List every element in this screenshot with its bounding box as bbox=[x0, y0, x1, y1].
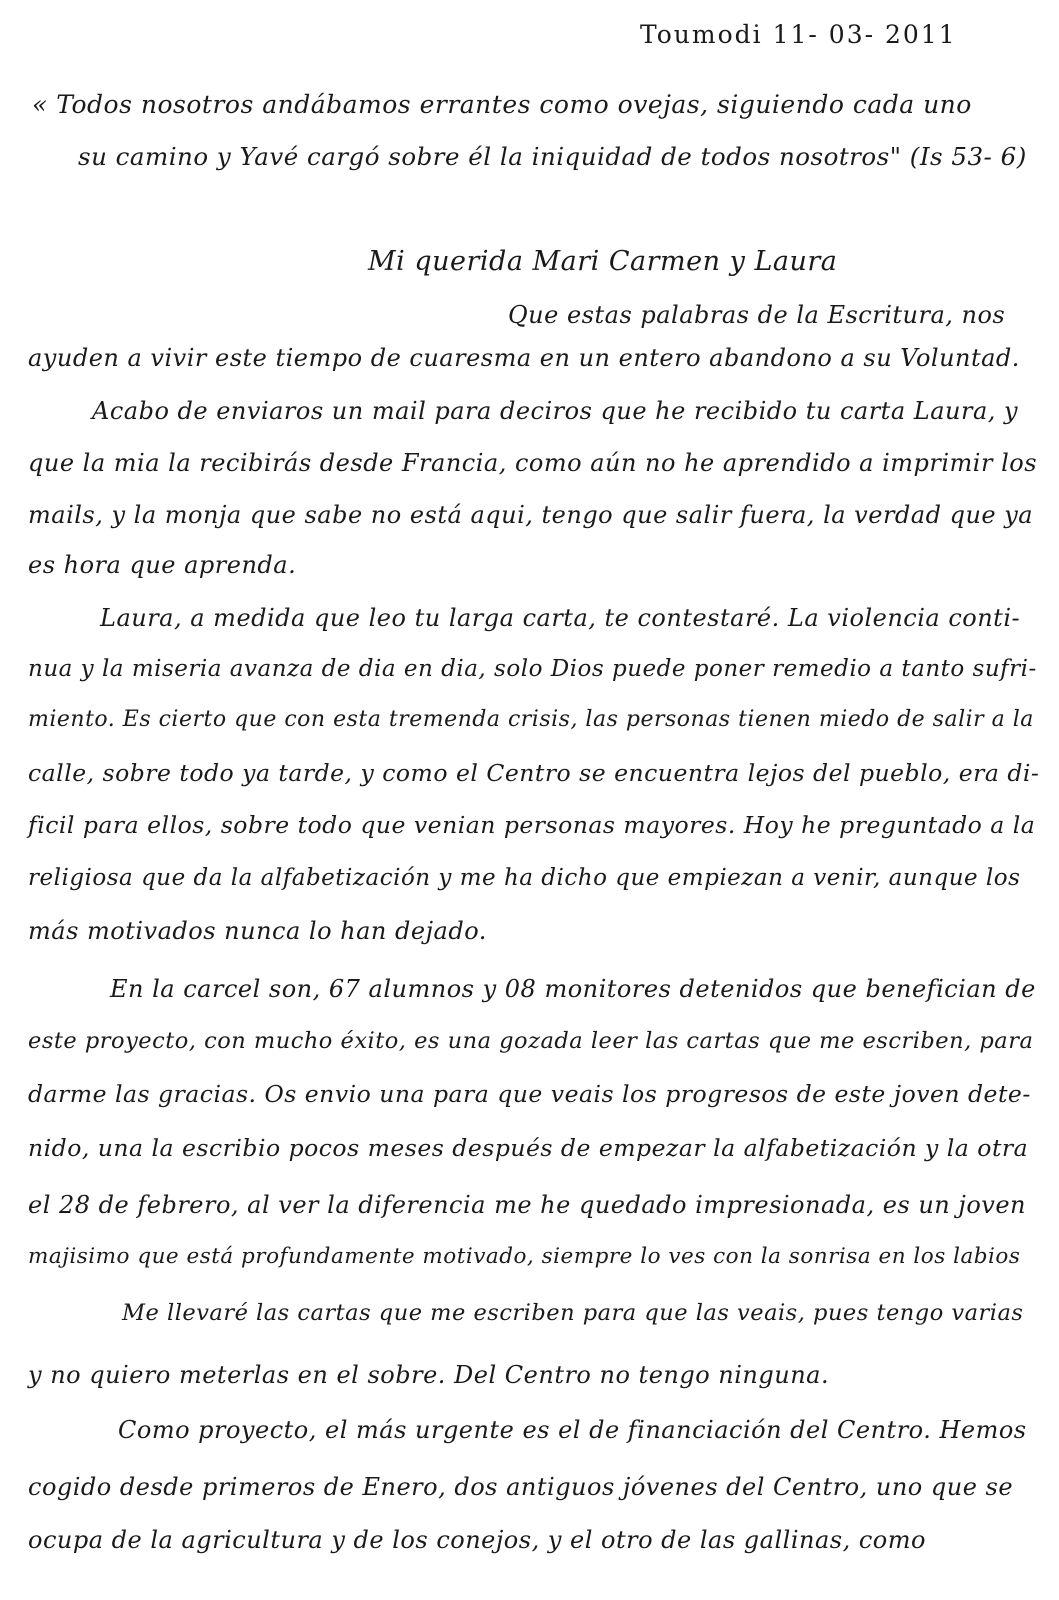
body-line: mails, y la monja que sabe no está aqui, tengo que salir fuera, la verdad que ya bbox=[28, 501, 1034, 529]
epigraph-line: « Todos nosotros andábamos errantes como ovejas, siguiendo cada uno bbox=[32, 90, 972, 119]
body-line: Que estas palabras de la Escritura, nos bbox=[508, 301, 1006, 329]
epigraph-line: su camino y Yavé cargó sobre él la iniquidad de todos nosotros" (Is 53- 6) bbox=[78, 142, 1027, 171]
body-line: calle, sobre todo ya tarde, y como el Centro se encuentra lejos del pueblo, era di- bbox=[28, 759, 1040, 787]
body-line: nido, una la escribio pocos meses después de empezar la alfabetización y la otra bbox=[28, 1134, 1029, 1162]
body-line: nua y la miseria avanza de dia en dia, solo Dios puede poner remedio a tanto sufri- bbox=[28, 656, 1037, 682]
body-line: religiosa que da la alfabetización y me ha dicho que empiezan a venir, aunque los bbox=[28, 865, 1021, 891]
body-line: ocupa de la agricultura y de los conejos, y el otro de las gallinas, como bbox=[28, 1526, 926, 1554]
body-line: cogido desde primeros de Enero, dos antiguos jóvenes del Centro, uno que se bbox=[28, 1473, 1014, 1501]
body-line: Acabo de enviaros un mail para deciros que he recibido tu carta Laura, y bbox=[92, 397, 1019, 425]
body-line: que la mia la recibirás desde Francia, como aún no he aprendido a imprimir los bbox=[28, 449, 1038, 477]
body-line: el 28 de febrero, al ver la diferencia me he quedado impresionada, es un joven bbox=[28, 1191, 1027, 1219]
letter-date: Toumodi 11- 03- 2011 bbox=[640, 20, 957, 49]
body-line: darme las gracias. Os envio una para que veais los progresos de este joven dete- bbox=[28, 1080, 1031, 1108]
body-line: Me llevaré las cartas que me escriben para que las veais, pues tengo varias bbox=[122, 1300, 1024, 1326]
letter-greeting: Mi querida Mari Carmen y Laura bbox=[368, 246, 838, 277]
body-line: este proyecto, con mucho éxito, es una gozada leer las cartas que me escriben, para bbox=[28, 1028, 1034, 1054]
body-line: miento. Es cierto que con esta tremenda crisis, las personas tienen miedo de salir a la bbox=[28, 707, 1034, 732]
body-line: ficil para ellos, sobre todo que venian personas mayores. Hoy he preguntado a la bbox=[28, 811, 1036, 839]
body-line: más motivados nunca lo han dejado. bbox=[28, 917, 487, 945]
body-line: es hora que aprenda. bbox=[28, 551, 297, 579]
body-line: En la carcel son, 67 alumnos y 08 monitores detenidos que benefician de bbox=[110, 975, 1036, 1003]
body-line: Como proyecto, el más urgente es el de financiación del Centro. Hemos bbox=[118, 1416, 1027, 1444]
body-line: Laura, a medida que leo tu larga carta, te contestaré. La violencia conti- bbox=[100, 604, 1021, 632]
body-line: majisimo que está profundamente motivado, siempre lo ves con la sonrisa en los labios bbox=[28, 1244, 1021, 1269]
body-line: ayuden a vivir este tiempo de cuaresma en un entero abandono a su Voluntad. bbox=[28, 344, 1020, 372]
body-line: y no quiero meterlas en el sobre. Del Centro no tengo ninguna. bbox=[28, 1361, 830, 1389]
